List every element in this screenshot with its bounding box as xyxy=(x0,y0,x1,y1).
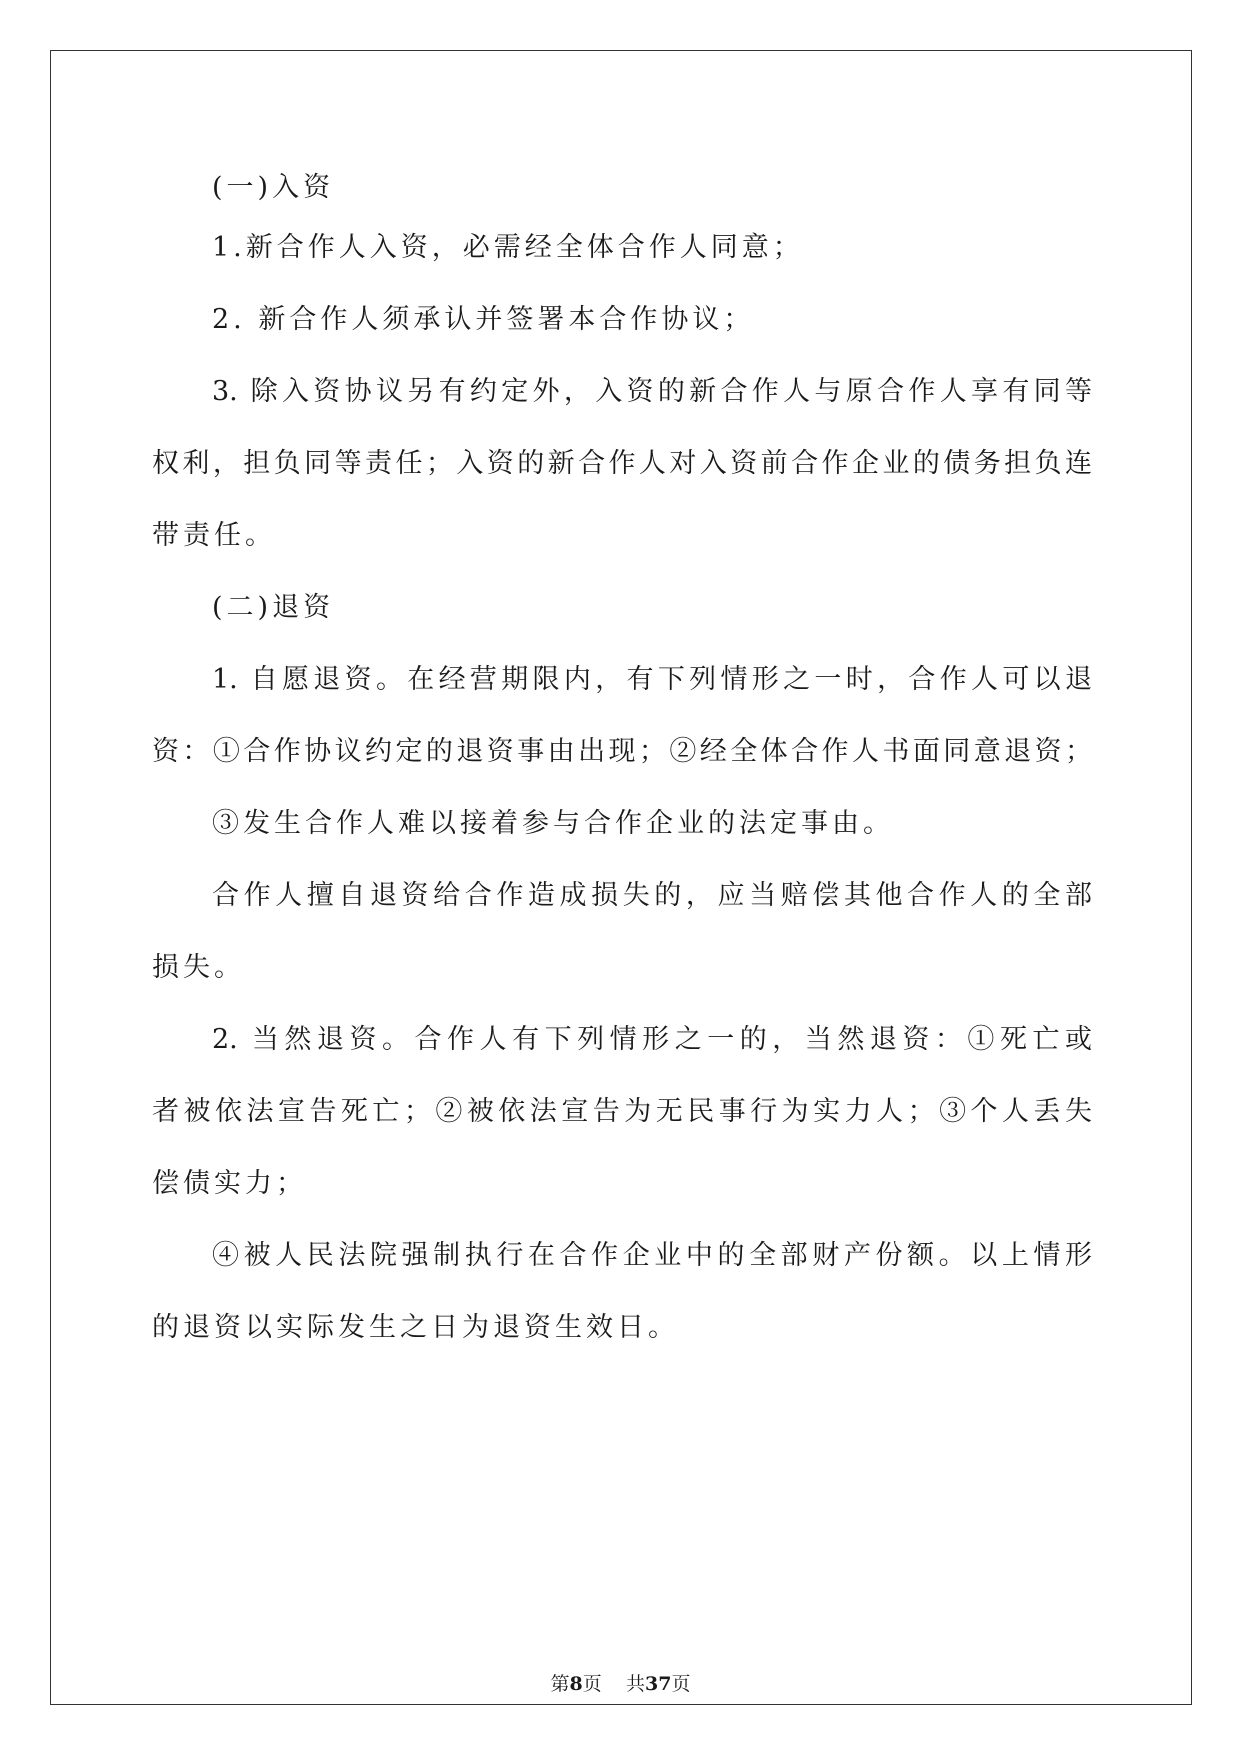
footer-page-suffix: 页 xyxy=(582,1673,602,1695)
paragraph-line: 3. 除入资协议另有约定外，入资的新合作人与原合作人享有同等 xyxy=(212,376,1092,407)
paragraph-line: 的退资以实际发生之日为退资生效日。 xyxy=(152,1312,679,1343)
paragraph-line: 2. 新合作人须承认并签署本合作协议； xyxy=(212,304,755,335)
paragraph-line: 合作人擅自退资给合作造成损失的，应当赔偿其他合作人的全部 xyxy=(212,880,1092,911)
footer-page-number: 8 xyxy=(569,1673,583,1695)
footer-total-pages: 37 xyxy=(644,1673,672,1695)
paragraph-line: 损失。 xyxy=(152,952,245,983)
footer-prefix: 第 xyxy=(550,1673,570,1695)
section-heading-capital-out: (二)退资 xyxy=(212,592,335,623)
section-heading-capital-in: (一)入资 xyxy=(212,172,335,203)
paragraph-line: 者被依法宣告死亡；②被依法宣告为无民事行为实力人；③个人丢失 xyxy=(152,1096,1092,1127)
paragraph-line: 偿债实力； xyxy=(152,1168,307,1199)
paragraph-line: 2. 当然退资。合作人有下列情形之一的，当然退资：①死亡或 xyxy=(212,1024,1092,1055)
footer-total-suffix: 页 xyxy=(671,1673,691,1695)
paragraph-line: ④被人民法院强制执行在合作企业中的全部财产份额。以上情形 xyxy=(212,1240,1092,1271)
footer-total-prefix: 共 xyxy=(625,1673,645,1695)
paragraph-line: 资：①合作协议约定的退资事由出现；②经全体合作人书面同意退资； xyxy=(152,736,1092,767)
paragraph-line: 1. 自愿退资。在经营期限内，有下列情形之一时，合作人可以退 xyxy=(212,664,1092,695)
page-footer xyxy=(0,1672,1241,1696)
paragraph-line: 权利，担负同等责任；入资的新合作人对入资前合作企业的债务担负连 xyxy=(152,448,1092,479)
paragraph-line: 1.新合作人入资，必需经全体合作人同意； xyxy=(212,232,804,263)
paragraph-line: 带责任。 xyxy=(152,520,276,551)
paragraph-line: ③发生合作人难以接着参与合作企业的法定事由。 xyxy=(212,808,894,839)
